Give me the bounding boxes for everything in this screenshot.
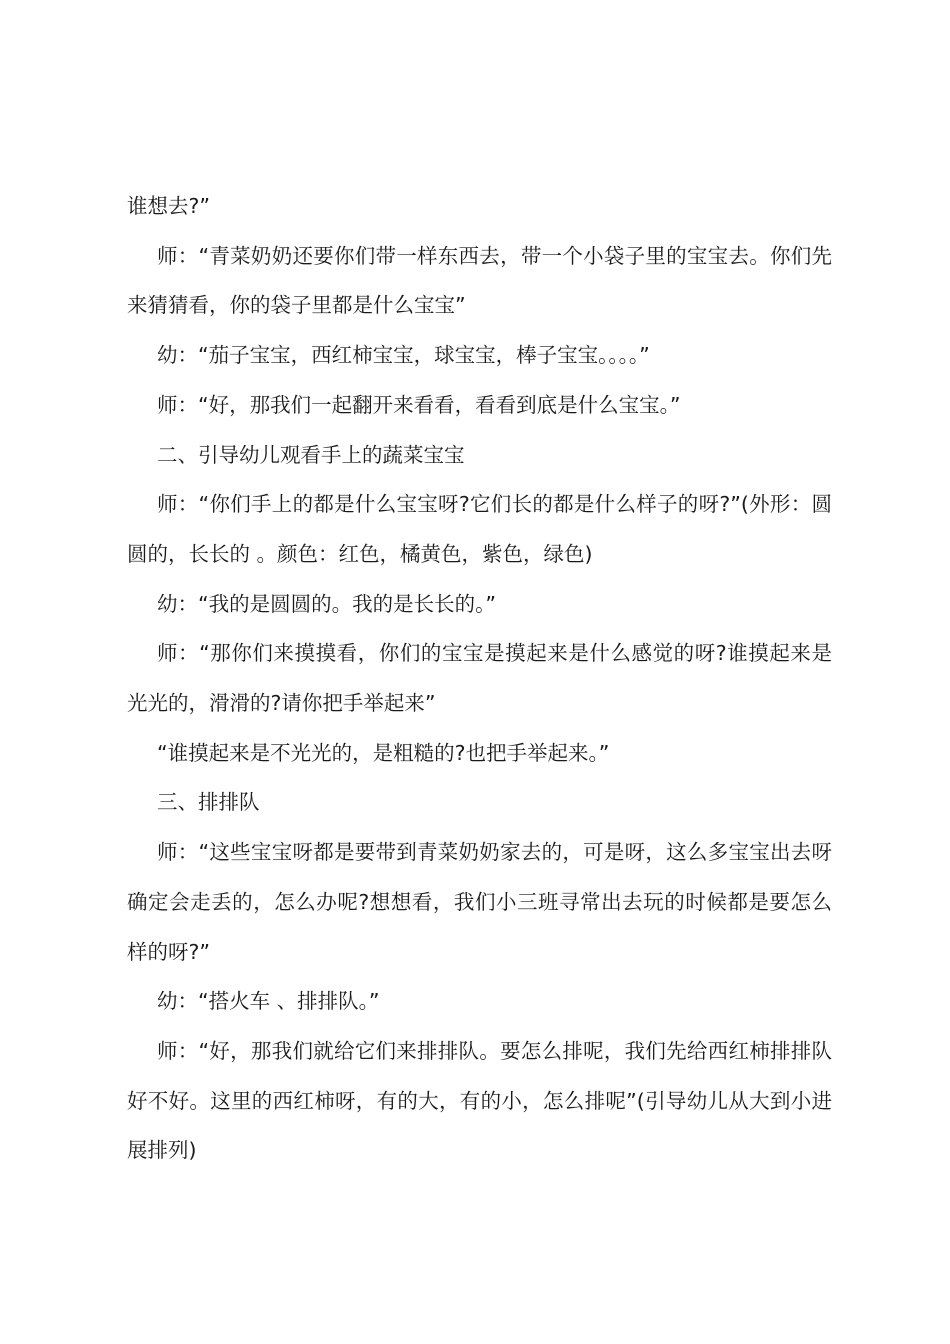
paragraph-child-shape: 幼：“我的是圆圆的。我的是长长的。” xyxy=(157,591,496,616)
paragraph-teacher-touch: 师：“那你们来摸摸看，你们的宝宝是摸起来是什么感觉的呀?谁摸起来是光光的，滑滑的?请你把手举起来” xyxy=(127,641,832,716)
paragraph-teacher-open: 师：“好，那我们一起翻开来看看，看看到底是什么宝宝。” xyxy=(157,392,681,417)
paragraph-teacher-bag: 师：“青菜奶奶还要你们带一样东西去，带一个小袋子里的宝宝去。你们先来猜猜看，你的袋子里都是什么宝宝” xyxy=(127,243,832,318)
paragraph-teacher-rough: “谁摸起来是不光光的，是粗糙的?也把手举起来。” xyxy=(157,740,610,765)
section-heading-2: 二、引导幼儿观看手上的蔬菜宝宝 xyxy=(157,442,465,467)
section-heading-3: 三、排排队 xyxy=(157,790,260,815)
paragraph-teacher-lineup: 师：“这些宝宝呀都是要带到青菜奶奶家去的，可是呀，这么多宝宝出去呀确定会走丢的，怎么办呢?想想看，我们小三班寻常出去玩的时候都是要怎么样的呀?” xyxy=(127,840,832,964)
paragraph-teacher-sort: 师：“好，那我们就给它们来排排队。要怎么排呢，我们先给西红柿排排队好不好。这里的西红柿呀，有的大，有的小，怎么排呢”(引导幼儿从大到小进展排列) xyxy=(127,1038,832,1163)
paragraph-child-guess: 幼：“茄子宝宝，西红柿宝宝，球宝宝，棒子宝宝。。。。” xyxy=(157,343,650,368)
paragraph-continuation: 谁想去?” xyxy=(127,194,211,218)
paragraph-teacher-shape: 师：“你们手上的都是什么宝宝呀?它们长的都是什么样子的呀?”(外形：圆圆的，长长的 。颜色：红色，橘黄色，紫色，绿色) xyxy=(127,492,832,566)
paragraph-child-train: 幼：“搭火车 、排排队。” xyxy=(157,989,380,1014)
document-body xyxy=(127,182,832,1176)
